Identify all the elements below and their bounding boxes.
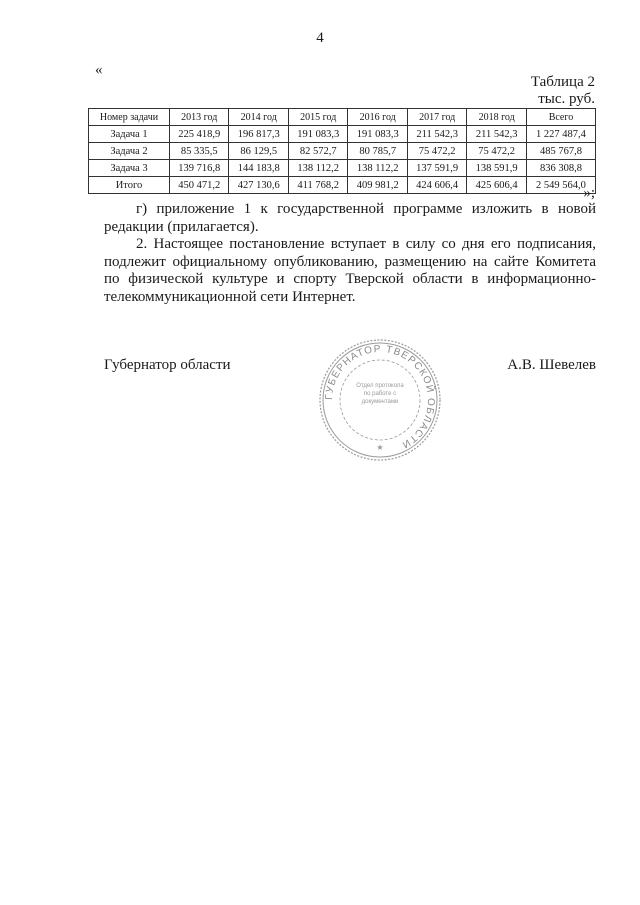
col-header-2018: 2018 год [467, 109, 526, 126]
table-unit: тыс. руб. [538, 91, 595, 107]
table-cell: 86 129,5 [229, 143, 288, 160]
table-cell: 424 606,4 [407, 177, 466, 194]
col-header-total: Всего [526, 109, 595, 126]
table-caption-title: Таблица 2 [530, 74, 595, 90]
table-cell: 211 542,3 [467, 126, 526, 143]
table-cell: Задача 1 [89, 126, 170, 143]
table-cell: 450 471,2 [170, 177, 229, 194]
table-row [89, 160, 596, 177]
col-header-2014: 2014 год [229, 109, 288, 126]
col-header-task: Номер задачи [89, 109, 170, 126]
paragraph-amendment: г) приложение 1 к государственной программе изложить в новой редакции (прилагается). [104, 201, 596, 235]
table-cell: 138 591,9 [467, 160, 526, 177]
table-row [89, 126, 596, 143]
col-header-2017: 2017 год [407, 109, 466, 126]
close-quote: »; [583, 185, 595, 201]
table-row-total [89, 177, 596, 194]
table-cell: 485 767,8 [526, 143, 595, 160]
table-cell: 80 785,7 [348, 143, 407, 160]
table-cell: 75 472,2 [407, 143, 466, 160]
table-cell: Задача 2 [89, 143, 170, 160]
table-cell: 75 472,2 [467, 143, 526, 160]
table-cell: 225 418,9 [170, 126, 229, 143]
seal-center-text: Отдел протокола по работе с документами [356, 383, 404, 405]
table-cell: Итого [89, 177, 170, 194]
table-cell: 411 768,2 [288, 177, 347, 194]
table-cell: 82 572,7 [288, 143, 347, 160]
table-cell: 191 083,3 [348, 126, 407, 143]
open-quote: « [95, 62, 103, 78]
table-cell: Задача 3 [89, 160, 170, 177]
budget-table [88, 108, 596, 194]
table-cell: 425 606,4 [467, 177, 526, 194]
table-cell: 138 112,2 [348, 160, 407, 177]
page-number: 4 [316, 30, 324, 46]
paragraph-effective: 2. Настоящее постановление вступает в силу со дня его подписания, подлежит официальному опубликованию, размещению на сайте Комитета по физической культуре и спорту Тверской области в информационно-телекоммуникационной сети Интернет. [104, 236, 596, 305]
table-cell: 836 308,8 [526, 160, 595, 177]
table-cell: 138 112,2 [288, 160, 347, 177]
col-header-2013: 2013 год [170, 109, 229, 126]
seal-ring-text: ГУБЕРНАТОР ТВЕРСКОЙ ОБЛАСТИ [323, 343, 437, 451]
signatory-name: А.В. Шевелев [507, 357, 596, 373]
table-cell: 2 549 564,0 [526, 177, 595, 194]
table-cell: 85 335,5 [170, 143, 229, 160]
table-caption [531, 74, 595, 108]
official-seal [318, 338, 442, 462]
table-cell: 211 542,3 [407, 126, 466, 143]
col-header-2016: 2016 год [348, 109, 407, 126]
table-cell: 196 817,3 [229, 126, 288, 143]
table-cell: 144 183,8 [229, 160, 288, 177]
table-header-row [89, 109, 596, 126]
seal-star-icon: ★ [376, 443, 384, 452]
table-cell: 191 083,3 [288, 126, 347, 143]
table-cell: 1 227 487,4 [526, 126, 595, 143]
signatory-title: Губернатор области [104, 357, 231, 373]
table-cell: 427 130,6 [229, 177, 288, 194]
table-cell: 137 591,9 [407, 160, 466, 177]
table-cell: 139 716,8 [170, 160, 229, 177]
table-cell: 409 981,2 [348, 177, 407, 194]
table-row [89, 143, 596, 160]
col-header-2015: 2015 год [288, 109, 347, 126]
